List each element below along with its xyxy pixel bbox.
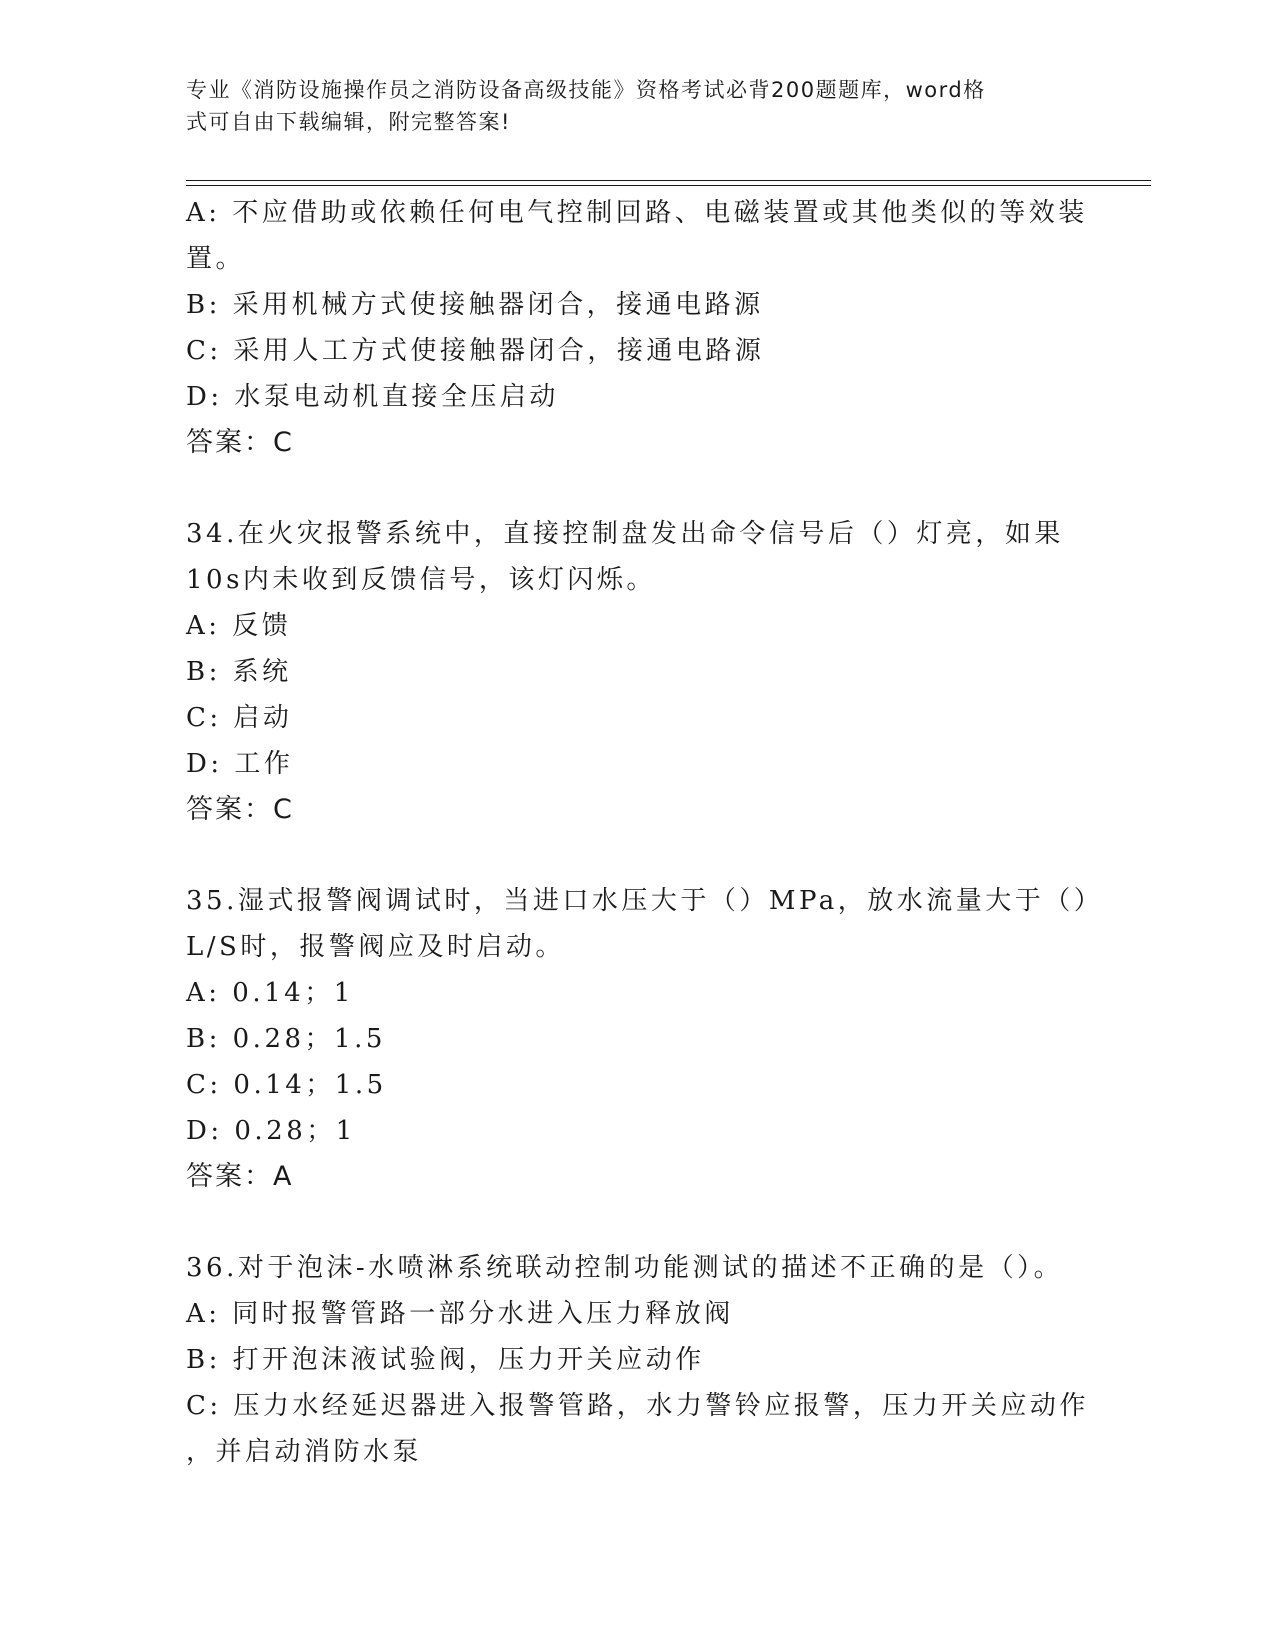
option-b: B: 0.28；1.5 [186,1024,386,1054]
option-a: A: 反馈 [186,611,292,641]
option-c-line-1: C: 压力水经延迟器进入报警管路，水力警铃应报警，压力开关应动作 [186,1391,1089,1421]
question-text-line-1: 34.在火灾报警系统中，直接控制盘发出命令信号后（）灯亮，如果 [186,519,1064,549]
question-text-line-2: 10s内未收到反馈信号，该灯闪烁。 [186,565,656,595]
question-34 [186,511,1116,833]
header-rule-top [186,180,1151,181]
answer: 答案：C [186,794,294,825]
header-line-1: 专业《消防设施操作员之消防设备高级技能》资格考试必背200题题库，word格 [186,78,986,102]
option-a-line-2: 置。 [186,244,246,274]
option-b: B: 系统 [186,657,292,687]
answer: 答案：A [186,1161,294,1192]
header-rule-bottom [186,185,1151,186]
option-c-line-2: ，并启动消防水泵 [186,1437,423,1467]
option-d: D: 0.28；1 [186,1116,356,1146]
option-a: A: 0.14；1 [186,978,354,1008]
option-a-line-1: A: 不应借助或依赖任何电气控制回路、电磁装置或其他类似的等效装 [186,198,1088,228]
question-35 [186,878,1116,1200]
option-b: B: 打开泡沫液试验阀，压力开关应动作 [186,1345,705,1375]
spacer [186,1200,1116,1245]
spacer [186,466,1116,511]
spacer [186,833,1116,878]
question-36 [186,1245,1116,1475]
header-line-2: 式可自由下载编辑，附完整答案! [186,110,511,134]
document-body [186,190,1116,1475]
option-c: C: 采用人工方式使接触器闭合，接通电路源 [186,336,765,366]
question-text: 36.对于泡沫-水喷淋系统联动控制功能测试的描述不正确的是（）。 [186,1253,1064,1283]
question-text-line-1: 35.湿式报警阀调试时，当进口水压大于（）MPa，放水流量大于（） [186,886,1104,916]
option-d: D: 工作 [186,749,294,779]
option-c: C: 0.14；1.5 [186,1070,387,1100]
question-text-line-2: L/S时，报警阀应及时启动。 [186,932,565,962]
option-c: C: 启动 [186,703,293,733]
option-a: A: 同时报警管路一部分水进入压力释放阀 [186,1299,734,1329]
option-d: D: 水泵电动机直接全压启动 [186,382,559,412]
question-33 [186,190,1116,466]
answer: 答案：C [186,427,294,458]
document-header [186,74,1066,138]
option-b: B: 采用机械方式使接触器闭合，接通电路源 [186,290,764,320]
